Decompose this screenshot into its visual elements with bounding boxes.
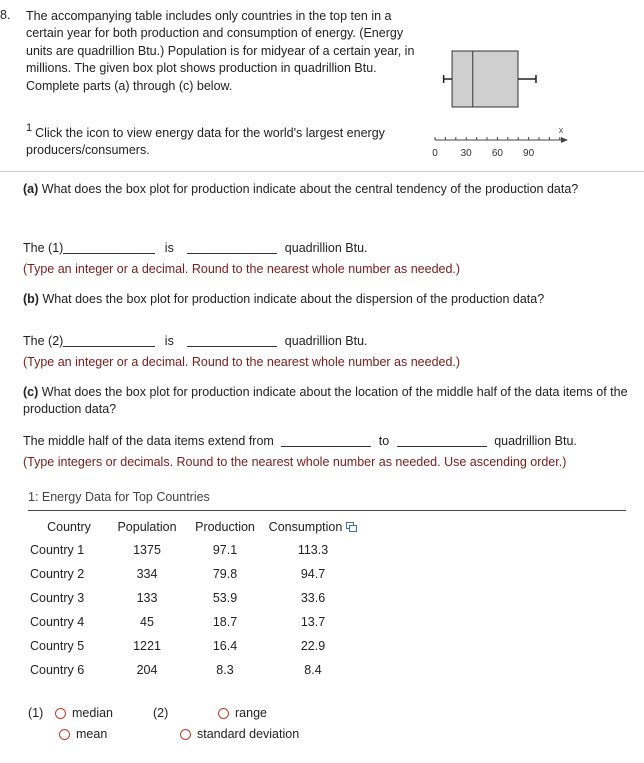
part-b-text: What does the box plot for production indicate about the dispersion of the production data? [42,292,545,306]
x-tick-label: 0 [432,148,438,159]
value-cell: 8.4 [304,663,322,677]
table-row [30,658,362,682]
question-prompt: The accompanying table includes only countries in the top ten in a certain year for both production and consumption of energy. (Energy units are quadrillion Btu.) Population is for midyear of a certain year, in millions. The given box plot shows production in quadrillion Btu. Complete parts (a) through (c) below. [26,9,415,93]
value-cell: 45 [140,615,154,629]
part-a-label: (a) [23,182,39,196]
table-row [30,562,362,586]
country-cell: Country 5 [30,639,85,653]
x-axis-end-label: x [558,125,564,135]
value-cell: 18.7 [212,615,238,629]
option-group-1-label: (1) [28,706,44,720]
value-cell: 133 [136,591,158,605]
production-box-plot [425,36,585,166]
table-row [30,610,362,634]
x-tick-label: 60 [491,148,503,159]
footnote-text: Click the icon to view energy data for the world's largest energy producers/consumers. [26,126,385,158]
part-c-prefix: The middle half of the data items extend from [23,434,274,448]
value-cell: 53.9 [212,591,238,605]
energy-table-rule [28,510,626,511]
iqr-box [452,51,518,107]
x-axis-arrow [561,137,568,143]
value-cell: 1221 [133,639,161,653]
part-a-unit: quadrillion Btu. [284,241,368,255]
footnote-marker: 1 [26,122,33,134]
table-header-row [30,516,362,538]
part-a-answer-line [23,241,368,255]
option-median[interactable] [55,706,113,720]
value-cell: 334 [136,567,158,581]
option-median-label: median [72,706,113,720]
part-b-prefix: The [23,334,45,348]
part-c-answer-line [23,434,577,448]
part-b-answer-line [23,334,368,348]
value-cell: 97.1 [212,543,238,557]
header-population: Population [117,520,177,534]
part-b-dropdown-ref: (2) [48,334,64,348]
part-c-label: (c) [23,385,39,399]
value-cell: 16.4 [212,639,238,653]
option-range-label: range [235,706,267,720]
energy-data-table [30,516,362,682]
value-cell: 1375 [133,543,161,557]
value-cell: 22.9 [300,639,326,653]
header-country: Country [47,520,91,534]
part-a-text: What does the box plot for production indicate about the central tendency of the production data? [41,182,579,196]
x-tick-label: 30 [460,148,472,159]
part-a-value-input[interactable] [187,241,277,254]
part-c-question [23,384,633,419]
header-consumption-label: Consumption [268,520,343,534]
part-b-label: (b) [23,292,39,306]
part-c-lower-input[interactable] [281,434,371,447]
part-b-value-input[interactable] [187,334,277,347]
part-b-dropdown[interactable] [63,334,155,347]
part-a-is: is [164,241,174,255]
value-cell: 94.7 [300,567,326,581]
value-cell: 113.3 [297,543,329,557]
part-a-dropdown-ref: (1) [48,241,64,255]
country-cell: Country 3 [30,591,85,605]
mean-radio[interactable] [59,729,70,740]
part-b-question [23,291,633,308]
option-group-2-label: (2) [153,706,169,720]
option-mean[interactable] [59,727,107,741]
part-c-unit: quadrillion Btu. [494,434,577,448]
country-cell: Country 6 [30,663,85,677]
country-cell: Country 2 [30,567,85,581]
header-consumption [264,516,362,538]
part-b-unit: quadrillion Btu. [284,334,368,348]
table-row [30,538,362,562]
table-row [30,634,362,658]
option-range[interactable] [218,706,267,720]
footnote-link[interactable] [26,120,406,160]
range-radio[interactable] [218,708,229,719]
value-cell: 13.7 [300,615,326,629]
standard-deviation-radio[interactable] [180,729,191,740]
question-number: 8. [0,8,11,22]
median-radio[interactable] [55,708,66,719]
part-b-is: is [164,334,174,348]
energy-table-title: 1: Energy Data for Top Countries [28,490,210,504]
country-cell: Country 4 [30,615,85,629]
copy-icon[interactable] [346,522,357,532]
part-c-text: What does the box plot for production indicate about the location of the middle half of the data items of the production data? [23,385,628,417]
country-cell: Country 1 [30,543,85,557]
x-tick-label: 90 [523,148,535,159]
option-sd-label: standard deviation [197,727,300,741]
part-c-to: to [378,434,390,448]
part-a-dropdown[interactable] [63,241,155,254]
value-cell: 204 [136,663,158,677]
value-cell: 79.8 [212,567,238,581]
table-row [30,586,362,610]
part-a-prefix: The [23,241,45,255]
value-cell: 8.3 [216,663,234,677]
part-c-hint: (Type integers or decimals. Round to the nearest whole number as needed. Use ascending order.) [23,455,567,469]
part-a-hint: (Type an integer or a decimal. Round to the nearest whole number as needed.) [23,262,461,276]
part-c-upper-input[interactable] [397,434,487,447]
part-b-hint: (Type an integer or a decimal. Round to the nearest whole number as needed.) [23,355,461,369]
header-production: Production [195,520,255,534]
option-mean-label: mean [76,727,108,741]
section-divider [0,171,644,172]
part-a-question [23,181,623,198]
option-standard-deviation[interactable] [180,727,299,741]
value-cell: 33.6 [300,591,326,605]
